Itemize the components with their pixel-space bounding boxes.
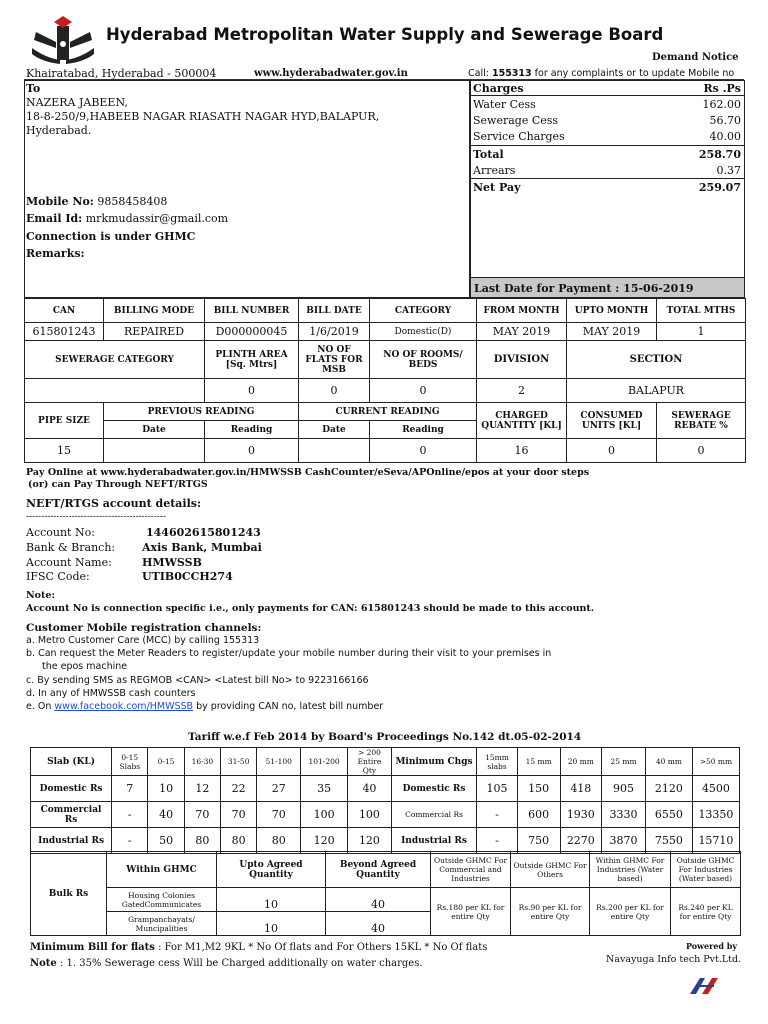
neft-details-title: NEFT/RTGS account details: [26,497,202,510]
col-section: SECTION [567,341,746,379]
tariff-row-domestic: Domestic Rs 7 10 12 22 27 35 40 Domestic Rs 105 150 418 905 2120 4500 [31,776,740,802]
charge-total: Total 258.70 [473,148,741,161]
call-info: Call: 155313 for any complaints or to update Mobile no [468,68,735,79]
col-prev-date: Date [104,421,205,439]
ext-hdr: Outside GHMC For Industries (Water based) [671,852,741,888]
val-from-month: MAY 2019 [477,323,567,341]
bank-label: Bank & Branch: [26,541,116,554]
account-name-value: HMWSSB [142,556,202,569]
tariff-row-industrial: Industrial Rs - 50 80 80 80 120 120 Industrial Rs - 750 2270 3870 7550 15710 [31,828,740,854]
website-link[interactable]: www.hyderabadwater.gov.in [254,68,408,79]
neft-info: (or) can Pay Through NEFT/RTGS [28,479,208,490]
connection-info: Connection is under GHMC [26,230,196,243]
tariff-title: Tariff w.e.f Feb 2014 by Board's Proceedings No.142 dt.05-02-2014 [188,731,582,743]
ext-hdr: Outside GHMC For Others [511,852,590,888]
col-division: DIVISION [477,341,567,379]
remarks-label: Remarks: [26,247,85,260]
charges-header: Charges Rs .Ps [473,82,741,95]
account-no-value: 144602615801243 [146,526,261,539]
board-title: Hyderabad Metropolitan Water Supply and Sewerage Board [106,25,664,44]
val-charged-qty: 16 [477,439,567,463]
val-rooms: 0 [370,379,477,403]
channel-a: a. Metro Customer Care (MCC) by calling 155313 [26,635,260,646]
val-upto-month: MAY 2019 [567,323,657,341]
tariff-table [30,747,740,854]
min-hdr: 15 mm [517,748,560,776]
charges-divider-top [470,95,745,96]
pay-online-info: Pay Online at www.hyderabadwater.gov.in/HMWSSB CashCounter/eSeva/APOnline/epos at your door steps [26,467,590,478]
col-total-mths: TOTAL MTHS [657,299,746,323]
col-charged-qty: CHARGED QUANTITY [KL] [477,403,567,439]
bulk-tariff-table [30,851,741,936]
housing-colonies: Housing Colonies GatedCommunicates [107,888,217,912]
val-category: Domestic(D) [370,323,477,341]
charge-service: Service Charges 40.00 [473,130,741,143]
slab-hdr: 51-100 [257,748,301,776]
val-can: 615801243 [25,323,104,341]
col-current-reading: CURRENT READING [299,403,477,421]
slab-hdr: 0-15 Slabs [112,748,148,776]
col-flats: NO OF FLATS FOR MSB [299,341,370,379]
ext-hdr: Outside GHMC For Commercial and Industries [431,852,511,888]
gram-beyond: 40 [326,912,431,936]
channel-d: d. In any of HMWSSB cash counters [26,688,196,699]
min-bill-info: Minimum Bill for flats : For M1,M2 9KL * No Of flats and For Others 15KL * No Of flats [30,942,488,953]
col-previous-reading: PREVIOUS READING [104,403,299,421]
property-table [24,340,746,403]
col-consumed-units: CONSUMED UNITS [KL] [567,403,657,439]
col-can: CAN [25,299,104,323]
col-prev-reading: Reading [205,421,299,439]
navayuga-logo [688,974,722,996]
col-billing-mode: BILLING MODE [104,299,205,323]
to-label: To [26,82,41,95]
gram-upto: 10 [217,912,326,936]
col-pipe-size: PIPE SIZE [25,403,104,439]
col-sewerage-rebate: SEWERAGE REBATE % [657,403,746,439]
dashes: ---------------------------------------------- [26,512,166,522]
slab-header: Slab (KL) [31,748,112,776]
demand-notice-label: Demand Notice [652,52,739,63]
ext-val: Rs.240 per KL for entire Qty [671,888,741,936]
col-sewerage-category: SEWERAGE CATEGORY [25,341,205,379]
sewerage-note: Note : 1. 35% Sewerage cess Will be Charged additionally on water charges. [30,958,423,969]
col-rooms: NO OF ROOMS/ BEDS [370,341,477,379]
ifsc-value: UTIB0CCH274 [142,570,233,583]
slab-hdr: 0-15 [148,748,184,776]
val-prev-reading: 0 [205,439,299,463]
val-flats: 0 [299,379,370,403]
tariff-row-commercial: Commercial Rs - 40 70 70 70 100 100 Commercial Rs - 600 1930 3330 6550 13350 [31,802,740,828]
col-bill-number: BILL NUMBER [205,299,299,323]
col-category: CATEGORY [370,299,477,323]
col-cur-reading: Reading [370,421,477,439]
col-cur-date: Date [299,421,370,439]
val-cur-date [299,439,370,463]
col-from-month: FROM MONTH [477,299,567,323]
val-bill-date: 1/6/2019 [299,323,370,341]
col-bill-date: BILL DATE [299,299,370,323]
min-hdr: 20 mm [560,748,602,776]
min-hdr: >50 mm [692,748,739,776]
reading-table [24,402,746,463]
channels-title: Customer Mobile registration channels: [26,622,262,634]
within-ghmc: Within GHMC [107,852,217,888]
min-hdr: 15mm slabs [477,748,518,776]
channel-b-cont: the epos machine [42,661,128,672]
val-pipe-size: 15 [25,439,104,463]
charge-sewerage-cess: Sewerage Cess 56.70 [473,114,741,127]
charges-divider-low [470,178,745,179]
ext-hdr: Within GHMC For Industries (Water based) [590,852,671,888]
col-plinth-area: PLINTH AREA [Sq. Mtrs] [205,341,299,379]
ext-val: Rs.90 per KL for entire Qty [511,888,590,936]
slab-hdr: 31-50 [221,748,257,776]
val-rebate: 0 [657,439,746,463]
val-bill-number: D000000045 [205,323,299,341]
val-total-mths: 1 [657,323,746,341]
hmwssb-logo [30,14,96,66]
slab-hdr: > 200 Entire Qty [348,748,392,776]
slab-hdr: 16-30 [184,748,220,776]
last-date-for-payment: Last Date for Payment : 15-06-2019 [470,277,745,298]
charge-water-cess: Water Cess 162.00 [473,98,741,111]
mobile-row: Mobile No: 9858458408 [26,195,168,208]
grampanchayats: Grampanchayats/ Muncipalities [107,912,217,936]
upto-agreed: Upto Agreed Quantity [217,852,326,888]
company-name: Navayuga Info tech Pvt.Ltd. [606,954,742,965]
housing-upto: 10 [217,888,326,912]
val-consumed: 0 [567,439,657,463]
housing-beyond: 40 [326,888,431,912]
min-hdr: 25 mm [602,748,646,776]
channel-c: c. By sending SMS as REGMOB <CAN> <Latest bill No> to 9223166166 [26,675,369,686]
customer-address-line1: 18-8-250/9,HABEEB NAGAR RIASATH NAGAR HYD,BALAPUR, [26,110,380,123]
ext-val: Rs.180 per KL for entire Qty [431,888,511,936]
beyond-agreed: Beyond Agreed Quantity [326,852,431,888]
val-division: 2 [477,379,567,403]
bulk-label: Bulk Rs [31,852,107,936]
account-name-label: Account Name: [26,556,112,569]
val-prev-date [104,439,205,463]
charge-net-pay: Net Pay 259.07 [473,181,741,194]
channel-b: b. Can request the Meter Readers to register/update your mobile number during their visit to your premises in [26,648,552,659]
val-section: BALAPUR [567,379,746,403]
charge-arrears: Arrears 0.37 [473,164,741,177]
bill-info-table [24,298,746,341]
slab-hdr: 101-200 [301,748,348,776]
ifsc-label: IFSC Code: [26,570,90,583]
customer-name: NAZERA JABEEN, [26,96,128,109]
email-row: Email Id: mrkmudassir@gmail.com [26,212,229,225]
powered-by: Powered by [686,941,738,951]
channel-e: e. On www.facebook.com/HMWSSB by providing CAN no, latest bill number [26,701,384,712]
val-plinth: 0 [205,379,299,403]
bank-value: Axis Bank, Mumbai [142,541,262,554]
customer-address-line2: Hyderabad. [26,124,92,137]
board-address: Khairatabad, Hyderabad - 500004 [26,67,217,80]
val-cur-reading: 0 [370,439,477,463]
facebook-link[interactable]: www.facebook.com/HMWSSB [54,701,194,712]
charges-divider-mid [470,145,745,146]
ext-val: Rs.200 per KL for entire Qty [590,888,671,936]
account-no-label: Account No: [26,526,95,539]
col-upto-month: UPTO MONTH [567,299,657,323]
val-sewerage-category [25,379,205,403]
min-chgs-header: Minimum Chgs [391,748,476,776]
note-title: Note: [26,590,55,601]
val-billing-mode: REPAIRED [104,323,205,341]
account-note: Account No is connection specific i.e., only payments for CAN: 615801243 should be made to this account. [26,603,595,614]
min-hdr: 40 mm [645,748,692,776]
